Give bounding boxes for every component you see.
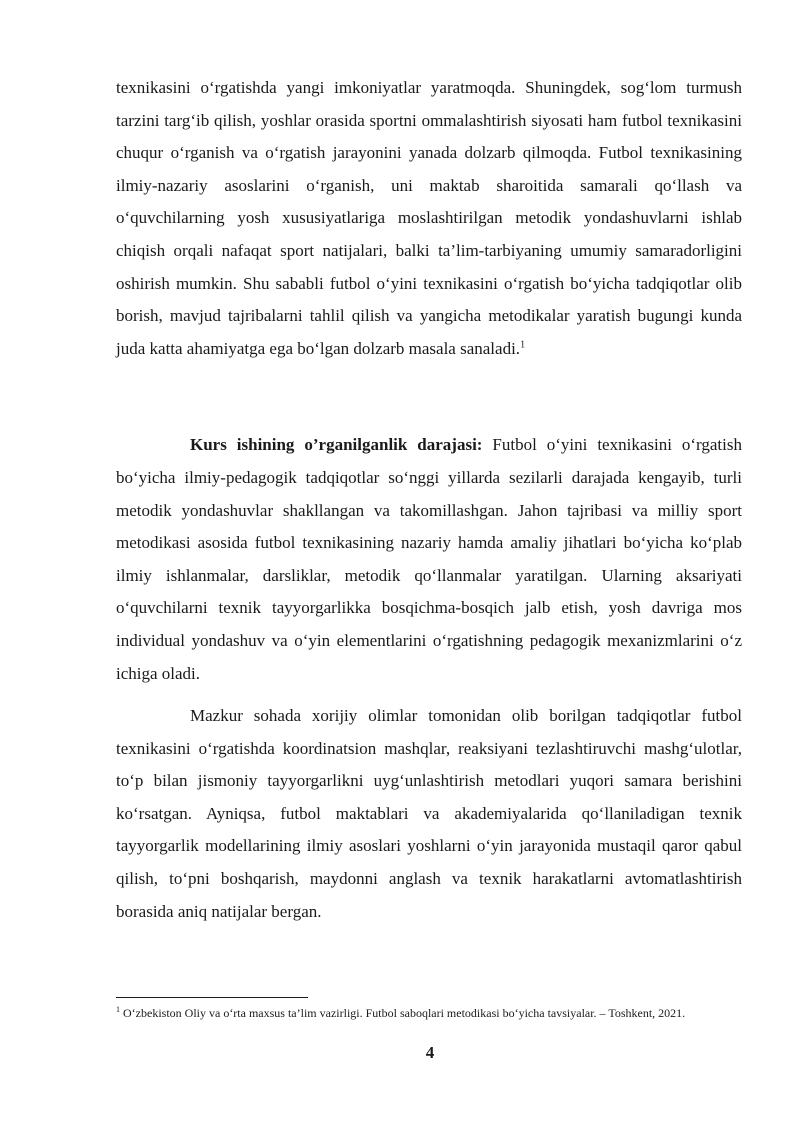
paragraph-2-text: Futbol o‘yini texnikasini o‘rgatish bo‘yicha ilmiy-pedagogik tadqiqotlar so‘nggi yillarda sezilarli darajada kengayib, turli metodik yondashuvlar shakllangan va takomillashgan. Jahon tajribasi va milliy sport metodikasi asosida futbol texnikasining nazariy hamda amaliy jihatlari bo‘yicha ko‘plab ilmiy ishlanmalar, darsliklar, metodik qo‘llanmalar yaratilgan. Ularning aksariyati o‘quvchilarni texnik tayyorgarlikka bosqichma-bosqich jalb etish, yosh davriga mos individual yondashuv va o‘yin elementlarini o‘rgatishning pedagogik mexanizmlarini o‘z ichiga oladi.	[116, 435, 742, 683]
paragraph-1-text: texnikasini o‘rgatishda yangi imkoniyatlar yaratmoqda. Shuningdek, sog‘lom turmush tarzini targ‘ib qilish, yoshlar orasida sportni ommalashtirish siyosati ham futbol texnikasini chuqur o‘rganish va o‘rgatish jarayonini yanada dolzarb qilmoqda. Futbol texnikasining ilmiy-nazariy asoslarini o‘rganish, uni maktab sharoitida samarali qo‘llash va o‘quvchilarning yosh xususiyatlariga moslashtirilgan metodik yondashuvlarni ishlab chiqish orqali nafaqat sport natijalari, balki ta’lim-tarbiyaning umumiy samaradorligini oshirish mumkin. Shu sababli futbol o‘yini texnikasini o‘rgatish bo‘yicha tadqiqotlar olib borish, mavjud tajribalarni tahlil qilish va yangicha metodikalar yaratish bugungi kunda juda katta ahamiyatga ega bo‘lgan dolzarb masala sanaladi.	[116, 78, 742, 358]
page-number: 4	[425, 1043, 435, 1062]
footnote-number: 1	[116, 1005, 120, 1014]
footnote-text: O‘zbekiston Oliy va o‘rta maxsus ta’lim vazirligi. Futbol saboqlari metodikasi bo‘yicha tavsiyalar. – Toshkent, 2021.	[120, 1006, 686, 1020]
footnote	[116, 1004, 742, 1023]
footnote-reference[interactable]: 1	[520, 339, 526, 351]
footnote-divider	[116, 997, 308, 998]
section-heading: Kurs ishining o’rganilganlik darajasi:	[190, 435, 483, 455]
page-body	[116, 72, 742, 928]
paragraph-1	[116, 72, 742, 365]
paragraph-3: Mazkur sohada xorijiy olimlar tomonidan olib borilgan tadqiqotlar futbol texnikasini o‘rgatishda koordinatsion mashqlar, reaksiyani tezlashtiruvchi mashg‘ulotlar, to‘p bilan jismoniy tayyorgarlikni uyg‘unlashtirish metodlari yuqori samara berishini ko‘rsatgan. Ayniqsa, futbol maktablari va akademiyalarida qo‘llaniladigan texnik tayyorgarlik modellarining ilmiy asoslari yoshlarni o‘yin jarayonida mustaqil qaror qabul qilish, to‘pni boshqarish, maydonni anglash va texnik harakatlarni avtomatlashtirish borasida aniq natijalar bergan.	[116, 706, 742, 921]
paragraph-2	[116, 429, 742, 690]
